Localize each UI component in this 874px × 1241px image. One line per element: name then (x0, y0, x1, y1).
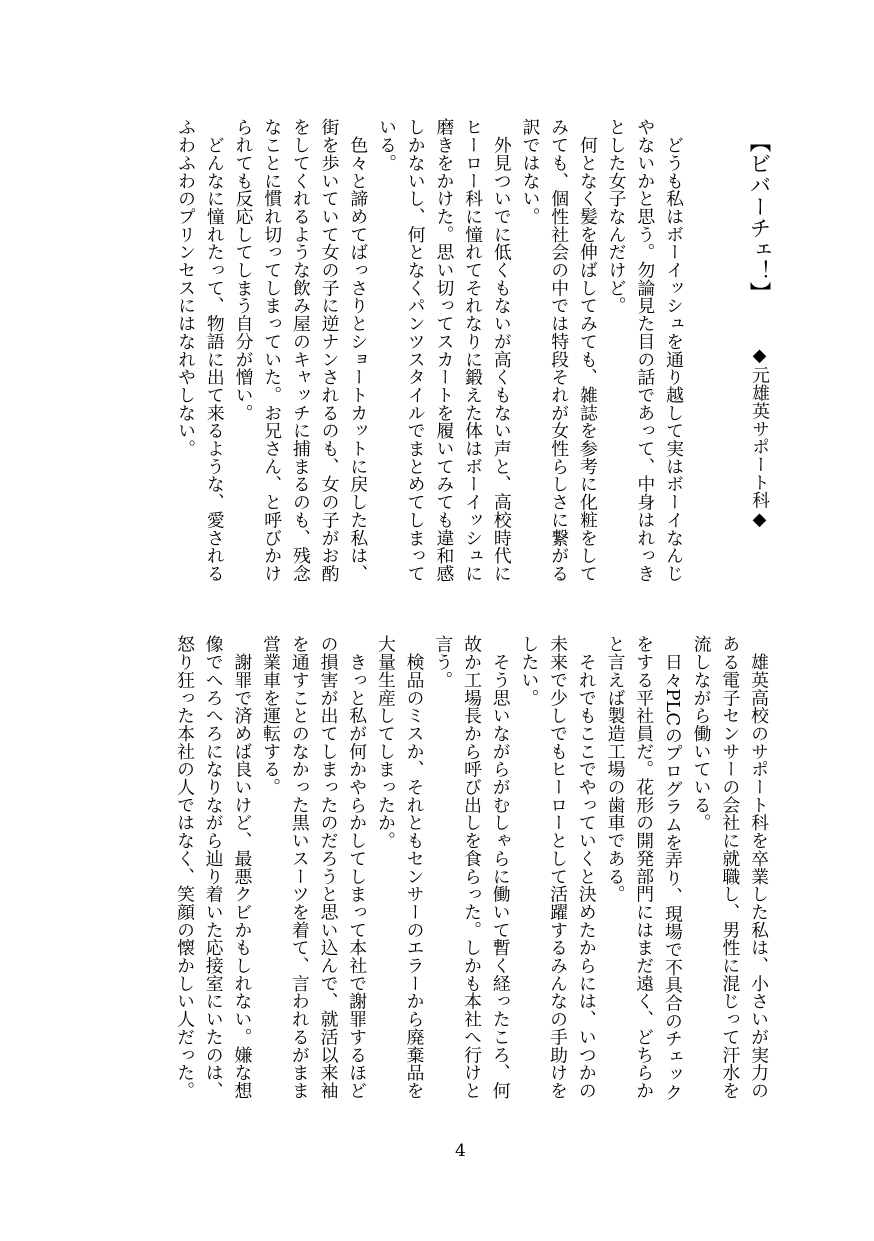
text-line: と言えば製造工場の歯車である。 (604, 635, 626, 903)
text-line: 街を歩いていて女の子に逆ナンされるのも、女の子がお酌 (318, 118, 340, 583)
text-line: それでもここでやっていくと決めたからには、いつかの (575, 635, 597, 1100)
text-line: どうも私はボーイッシュを通り越して実はボーイなんじ (663, 118, 684, 583)
story-title: 【ビバーチェ！】 (746, 131, 771, 303)
text-line: ヒーロー科に憧れてそれなりに鍛えた体はボーイッシュに (462, 118, 484, 583)
text-line: を通すことのなかった黒いスーツを着て、言われるがまま (288, 635, 310, 1100)
text-line: 怒り狂った本社の人ではなく、笑顔の懐かしい人だった。 (174, 635, 195, 1100)
text-line: 雄英高校のサポート科を卒業した私は、小さいが実力の (748, 635, 769, 1100)
text-line: いる。 (376, 118, 397, 172)
text-line: 何となく髪を伸ばしてみても、雑誌を参考に化粧をして (576, 118, 598, 583)
text-line: きっと私が何かやらかしてしまって本社で謝罪するほど (346, 635, 368, 1100)
text-line: 謝罪で済めば良いけど、最悪クビかもしれない。嫌な想 (231, 635, 253, 1100)
text-line: 言う。 (432, 635, 454, 689)
text-line: どんなに憧れたって、物語に出て来るような、愛される (203, 118, 225, 583)
page-number: 4 (455, 1141, 466, 1161)
text-line: 外見ついでに低くもないが高くもない声と、高校時代に (490, 118, 512, 583)
text-line: をする平社員だ。花形の開発部門にはまだ遠く、どちらか (633, 635, 655, 1100)
text-line: 故か工場長から呼び出しを食らった。しかも本社へ行けと (461, 635, 482, 1100)
text-line: 磨きをかけた。思い切ってスカートを履いてみても違和感 (433, 118, 455, 583)
author-byline: ◆元雄英サポート科◆ (749, 345, 770, 530)
text-line: 色々と諦めてばっさりとショートカットに戻した私は、 (347, 118, 369, 583)
text-line: 大量生産してしまったか。 (374, 635, 396, 850)
text-line: みても、個性社会の中では特段それが女性らしさに繋がる (548, 118, 570, 583)
text-line: ある電子センサーの会社に就職し、男性に混じって汗水を (719, 635, 741, 1100)
text-line: したい。 (518, 635, 540, 707)
text-line: とした女子なんだけど。 (605, 118, 627, 315)
text-line: そう思いながらがむしゃらに働いて暫く経ったころ、何 (489, 635, 511, 1100)
text-line: 日々PLCのプログラムを弄り、現場で不具合のチェック (661, 635, 683, 1101)
text-line: をしてくれるような飲み屋のキャッチに捕まるのも、残念 (289, 118, 311, 583)
text-line: られても反応してしまう自分が憎い。 (232, 118, 254, 422)
text-line: の損害が出てしまったのだろうと思い込んで、就活以来袖 (317, 635, 339, 1100)
text-line: 像でへろへろになりながら辿り着いた応接室にいたのは、 (202, 635, 224, 1100)
text-line: 流しながら働いている。 (690, 635, 712, 832)
text-line: なことに慣れ切ってしまっていた。お兄さん、と呼びかけ (261, 118, 283, 583)
text-line: やないかと思う。勿論見た目の話であって、中身はれっき (634, 118, 656, 583)
text-line: 未来で少しでもヒーローとして活躍するみんなの手助けを (547, 635, 569, 1100)
text-line: 営業車を運転する。 (260, 635, 282, 796)
text-line: しかないし、何となくパンツスタイルでまとめてしまって (404, 118, 426, 583)
text-line: 検品のミスか、それともセンサーのエラーから廃棄品を (403, 635, 425, 1100)
text-line: ふわふわのプリンセスにはなれやしない。 (175, 118, 197, 458)
text-line: 訳ではない。 (519, 118, 541, 226)
